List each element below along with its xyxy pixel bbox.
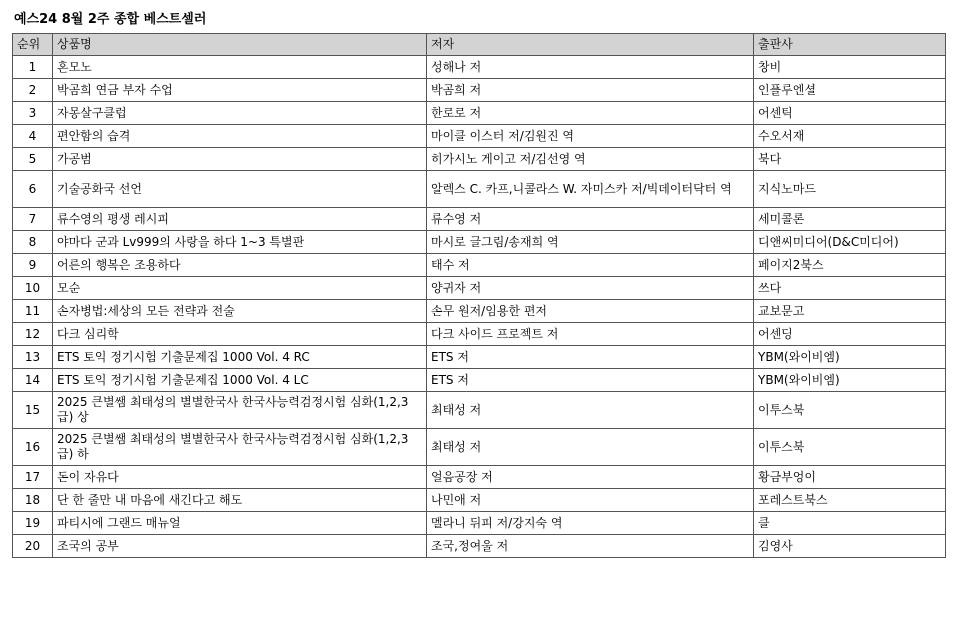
author-name: 태수 저: [431, 257, 470, 272]
table-row: [13, 466, 946, 489]
product-cell: [53, 148, 427, 171]
rank-cell: 3: [13, 102, 53, 125]
table-row: [13, 254, 946, 277]
table-row: [13, 231, 946, 254]
publisher-name: 지식노마드: [758, 181, 816, 196]
publisher-cell: [754, 535, 946, 558]
table-row: [13, 148, 946, 171]
publisher-cell: [754, 148, 946, 171]
rank-cell: 5: [13, 148, 53, 171]
publisher-cell: [754, 429, 946, 466]
product-cell: [53, 277, 427, 300]
table-row: [13, 535, 946, 558]
product-cell: [53, 171, 427, 208]
product-cell: [53, 208, 427, 231]
author-name: 류수영 저: [431, 211, 482, 226]
rank-cell: 19: [13, 512, 53, 535]
product-title: 조국의 공부: [57, 538, 119, 553]
table-row: [13, 300, 946, 323]
table-row: [13, 171, 946, 208]
rank-cell: 7: [13, 208, 53, 231]
column-header-product: 상품명: [53, 34, 427, 56]
table-row: [13, 512, 946, 535]
column-header-author: 저자: [427, 34, 754, 56]
author-name: 마이클 이스터 저/김원진 역: [431, 128, 574, 143]
publisher-name: 황금부엉이: [758, 469, 816, 484]
product-cell: [53, 79, 427, 102]
author-name: 한로로 저: [431, 105, 482, 120]
product-title: 손자병법:세상의 모든 전략과 전술: [57, 303, 235, 318]
product-cell: [53, 323, 427, 346]
product-title: 가공범: [57, 151, 92, 166]
author-cell: [427, 300, 754, 323]
publisher-name: 어센틱: [758, 105, 793, 120]
rank-cell: 13: [13, 346, 53, 369]
author-cell: [427, 346, 754, 369]
publisher-name: 클: [758, 515, 770, 530]
column-header-publisher: 출판사: [754, 34, 946, 56]
author-cell: [427, 277, 754, 300]
product-title: 단 한 줄만 내 마음에 새긴다고 해도: [57, 492, 243, 507]
product-title: 돈이 자유다: [57, 469, 119, 484]
publisher-name: 페이지2북스: [758, 257, 824, 272]
author-cell: [427, 392, 754, 429]
product-title: 편안함의 습격: [57, 128, 131, 143]
publisher-name: 창비: [758, 59, 782, 74]
product-title: 류수영의 평생 레시피: [57, 211, 169, 226]
product-cell: [53, 102, 427, 125]
product-title: 모순: [57, 280, 81, 295]
author-name: 알렉스 C. 카프,니콜라스 W. 자미스카 저/빅데이터닥터 역: [431, 181, 732, 196]
product-cell: [53, 56, 427, 79]
author-name: 다크 사이드 프로젝트 저: [431, 326, 559, 341]
rank-cell: 11: [13, 300, 53, 323]
publisher-name: 수오서재: [758, 128, 805, 143]
page-title: 예스24 8월 2주 종합 베스트셀러: [14, 12, 207, 27]
table-row: [13, 102, 946, 125]
author-cell: [427, 489, 754, 512]
publisher-cell: [754, 512, 946, 535]
author-name: ETS 저: [431, 349, 469, 364]
rank-cell: 6: [13, 171, 53, 208]
rank-cell: 8: [13, 231, 53, 254]
publisher-cell: [754, 125, 946, 148]
author-cell: [427, 429, 754, 466]
publisher-name: 북다: [758, 151, 782, 166]
bestseller-table: [12, 33, 946, 558]
rank-cell: 10: [13, 277, 53, 300]
publisher-cell: [754, 208, 946, 231]
author-name: 성해나 저: [431, 59, 482, 74]
author-name: ETS 저: [431, 372, 469, 387]
publisher-cell: [754, 171, 946, 208]
publisher-name: 인플루엔셜: [758, 82, 816, 97]
rank-cell: 4: [13, 125, 53, 148]
rank-cell: 20: [13, 535, 53, 558]
author-cell: [427, 512, 754, 535]
table-row: [13, 369, 946, 392]
rank-cell: 15: [13, 392, 53, 429]
publisher-cell: [754, 369, 946, 392]
author-name: 양귀자 저: [431, 280, 482, 295]
author-name: 최태성 저: [431, 439, 482, 454]
publisher-cell: [754, 254, 946, 277]
product-title: ETS 토익 정기시험 기출문제집 1000 Vol. 4 LC: [57, 372, 309, 387]
publisher-name: YBM(와이비엠): [758, 372, 840, 387]
publisher-cell: [754, 79, 946, 102]
table-body: [13, 56, 946, 558]
author-cell: [427, 148, 754, 171]
publisher-cell: [754, 323, 946, 346]
table-row: [13, 56, 946, 79]
author-cell: [427, 535, 754, 558]
table-row: [13, 277, 946, 300]
product-title: 다크 심리학: [57, 326, 119, 341]
publisher-cell: [754, 346, 946, 369]
table-row: [13, 346, 946, 369]
product-title: 기술공화국 선언: [57, 181, 142, 196]
author-cell: [427, 102, 754, 125]
publisher-name: 이투스북: [758, 402, 805, 417]
table-row: [13, 79, 946, 102]
publisher-cell: [754, 392, 946, 429]
product-cell: [53, 466, 427, 489]
publisher-name: YBM(와이비엠): [758, 349, 840, 364]
author-name: 박곰희 저: [431, 82, 482, 97]
author-name: 히가시노 게이고 저/김선영 역: [431, 151, 586, 166]
product-cell: [53, 346, 427, 369]
product-title: 2025 큰별쌤 최태성의 별별한국사 한국사능력검정시험 심화(1,2,3급) 상: [57, 395, 409, 424]
product-cell: [53, 392, 427, 429]
publisher-name: 쓰다: [758, 280, 782, 295]
publisher-name: 세미콜론: [758, 211, 805, 226]
rank-cell: 12: [13, 323, 53, 346]
author-cell: [427, 125, 754, 148]
product-cell: [53, 429, 427, 466]
rank-cell: 16: [13, 429, 53, 466]
author-cell: [427, 171, 754, 208]
author-cell: [427, 369, 754, 392]
product-cell: [53, 512, 427, 535]
product-title: 박곰희 연금 부자 수업: [57, 82, 173, 97]
table-row: [13, 125, 946, 148]
product-cell: [53, 125, 427, 148]
product-cell: [53, 300, 427, 323]
author-name: 나민애 저: [431, 492, 482, 507]
rank-cell: 1: [13, 56, 53, 79]
publisher-name: 디앤씨미디어(D&C미디어): [758, 234, 899, 249]
rank-cell: 2: [13, 79, 53, 102]
publisher-name: 김영사: [758, 538, 793, 553]
publisher-name: 포레스트북스: [758, 492, 828, 507]
author-name: 얼음공장 저: [431, 469, 493, 484]
author-name: 멜라니 뒤피 저/강지숙 역: [431, 515, 563, 530]
column-header-rank: 순위: [13, 34, 53, 56]
publisher-name: 교보문고: [758, 303, 805, 318]
rank-cell: 14: [13, 369, 53, 392]
author-name: 마시로 글그림/송재희 역: [431, 234, 559, 249]
table-row: [13, 208, 946, 231]
publisher-cell: [754, 56, 946, 79]
publisher-cell: [754, 489, 946, 512]
product-title: 자몽살구클럽: [57, 105, 127, 120]
product-cell: [53, 369, 427, 392]
rank-cell: 9: [13, 254, 53, 277]
author-cell: [427, 208, 754, 231]
product-title: 야마다 군과 Lv999의 사랑을 하다 1~3 특별판: [57, 234, 305, 249]
rank-cell: 18: [13, 489, 53, 512]
table-row: [13, 392, 946, 429]
author-cell: [427, 231, 754, 254]
product-title: ETS 토익 정기시험 기출문제집 1000 Vol. 4 RC: [57, 349, 310, 364]
publisher-name: 어센딩: [758, 326, 793, 341]
author-cell: [427, 466, 754, 489]
table-row: [13, 323, 946, 346]
rank-cell: 17: [13, 466, 53, 489]
author-cell: [427, 56, 754, 79]
product-title: 2025 큰별쌤 최태성의 별별한국사 한국사능력검정시험 심화(1,2,3급) 하: [57, 432, 409, 461]
table-header-row: [13, 34, 946, 56]
author-name: 최태성 저: [431, 402, 482, 417]
publisher-cell: [754, 231, 946, 254]
author-cell: [427, 79, 754, 102]
author-cell: [427, 254, 754, 277]
product-title: 혼모노: [57, 59, 92, 74]
publisher-cell: [754, 300, 946, 323]
author-name: 조국,정여울 저: [431, 538, 509, 553]
publisher-name: 이투스북: [758, 439, 805, 454]
table-row: [13, 429, 946, 466]
table-row: [13, 489, 946, 512]
product-cell: [53, 489, 427, 512]
product-cell: [53, 231, 427, 254]
product-title: 어른의 행복은 조용하다: [57, 257, 181, 272]
author-cell: [427, 323, 754, 346]
product-cell: [53, 535, 427, 558]
publisher-cell: [754, 277, 946, 300]
publisher-cell: [754, 102, 946, 125]
publisher-cell: [754, 466, 946, 489]
author-name: 손무 원저/임용한 편저: [431, 303, 548, 318]
product-title: 파티시에 그랜드 매뉴얼: [57, 515, 181, 530]
product-cell: [53, 254, 427, 277]
